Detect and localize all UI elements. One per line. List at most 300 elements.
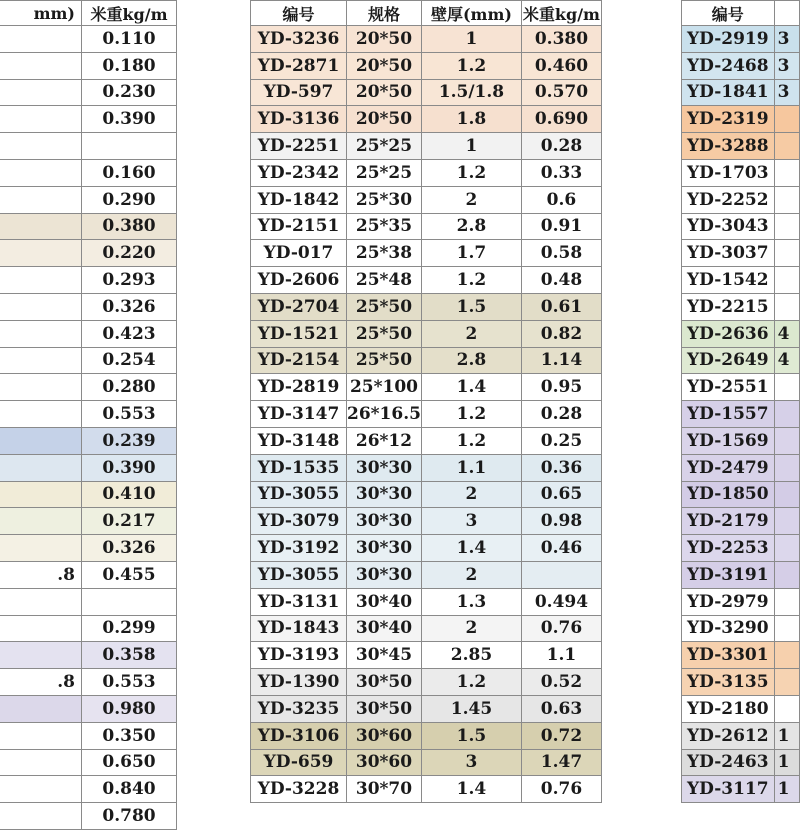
table-row bbox=[0, 535, 177, 562]
model-number-cell: YD-2871 bbox=[251, 52, 347, 79]
weight-cell: 1.14 bbox=[521, 347, 601, 374]
wall-thickness-cell bbox=[0, 240, 82, 267]
spec-cell: 1 bbox=[774, 722, 799, 749]
table-row bbox=[0, 669, 177, 696]
model-number-cell: YD-3301 bbox=[682, 642, 775, 669]
model-number-cell: YD-1521 bbox=[251, 320, 347, 347]
spec-cell bbox=[774, 427, 799, 454]
table-row bbox=[0, 159, 177, 186]
weight-cell: 0.180 bbox=[82, 52, 177, 79]
table-row bbox=[251, 347, 602, 374]
weight-cell: 0.780 bbox=[82, 803, 177, 830]
weight-cell: 0.280 bbox=[82, 374, 177, 401]
wall-thickness-cell: 2.85 bbox=[421, 642, 521, 669]
weight-cell: 0.455 bbox=[82, 561, 177, 588]
model-number-cell: YD-3055 bbox=[251, 561, 347, 588]
model-number-header: 编号 bbox=[682, 1, 775, 26]
model-number-cell: YD-017 bbox=[251, 240, 347, 267]
wall-thickness-cell bbox=[0, 133, 82, 160]
table-row bbox=[0, 374, 177, 401]
spec-cell: 25*25 bbox=[347, 159, 422, 186]
wall-thickness-cell: 1.1 bbox=[421, 454, 521, 481]
wall-thickness-cell: .8 bbox=[0, 561, 82, 588]
model-number-cell: YD-3037 bbox=[682, 240, 775, 267]
table-row bbox=[682, 213, 800, 240]
model-number-cell: YD-3043 bbox=[682, 213, 775, 240]
wall-thickness-cell: 2.8 bbox=[421, 347, 521, 374]
spec-cell: 25*38 bbox=[347, 240, 422, 267]
weight-cell: 0.160 bbox=[82, 159, 177, 186]
weight-cell: 0.52 bbox=[521, 669, 601, 696]
table-row bbox=[682, 588, 800, 615]
weight-cell: 0.980 bbox=[82, 695, 177, 722]
table-row bbox=[0, 401, 177, 428]
wall-thickness-cell: 1.3 bbox=[421, 588, 521, 615]
weight-cell: 0.91 bbox=[521, 213, 601, 240]
model-number-cell: YD-3228 bbox=[251, 776, 347, 803]
weight-cell: 0.217 bbox=[82, 508, 177, 535]
spec-cell bbox=[774, 159, 799, 186]
weight-cell: 0.25 bbox=[521, 427, 601, 454]
spec-cell: 30*30 bbox=[347, 454, 422, 481]
spec-cell: 20*50 bbox=[347, 106, 422, 133]
wall-thickness-cell: 1.2 bbox=[421, 427, 521, 454]
wall-thickness-cell: 1.4 bbox=[421, 535, 521, 562]
spec-cell: 25*50 bbox=[347, 320, 422, 347]
wall-thickness-cell bbox=[0, 508, 82, 535]
table-row bbox=[251, 267, 602, 294]
table-row bbox=[251, 749, 602, 776]
wall-thickness-cell: 2 bbox=[421, 320, 521, 347]
table-row bbox=[682, 401, 800, 428]
wall-thickness-cell bbox=[0, 186, 82, 213]
wall-thickness-cell: 3 bbox=[421, 749, 521, 776]
wall-thickness-cell: 2 bbox=[421, 561, 521, 588]
table-row bbox=[682, 240, 800, 267]
wall-thickness-cell: 1.5/1.8 bbox=[421, 79, 521, 106]
wall-thickness-cell: 1.4 bbox=[421, 776, 521, 803]
model-number-cell: YD-2151 bbox=[251, 213, 347, 240]
wall-thickness-cell bbox=[0, 26, 82, 53]
model-number-cell: YD-2606 bbox=[251, 267, 347, 294]
table-row bbox=[251, 79, 602, 106]
weight-cell: 0.293 bbox=[82, 267, 177, 294]
spec-cell: 30*60 bbox=[347, 749, 422, 776]
wall-thickness-cell: .8 bbox=[0, 669, 82, 696]
table-row bbox=[0, 133, 177, 160]
wall-thickness-cell bbox=[0, 401, 82, 428]
wall-thickness-cell bbox=[0, 803, 82, 830]
weight-cell bbox=[82, 588, 177, 615]
spec-cell: 30*40 bbox=[347, 615, 422, 642]
table-row bbox=[251, 561, 602, 588]
spec-header: 规格 bbox=[347, 1, 422, 26]
weight-cell: 0.76 bbox=[521, 615, 601, 642]
model-number-header: 编号 bbox=[251, 1, 347, 26]
model-number-cell: YD-3193 bbox=[251, 642, 347, 669]
middle-spec-table bbox=[250, 0, 602, 803]
spec-cell bbox=[774, 535, 799, 562]
weight-cell: 0.48 bbox=[521, 267, 601, 294]
table-row bbox=[251, 588, 602, 615]
spec-cell: 3 bbox=[774, 79, 799, 106]
table-row bbox=[0, 213, 177, 240]
model-number-cell: YD-1557 bbox=[682, 401, 775, 428]
wall-thickness-cell: 2 bbox=[421, 615, 521, 642]
table-row bbox=[251, 52, 602, 79]
table-row bbox=[251, 454, 602, 481]
table-row bbox=[682, 106, 800, 133]
table-row bbox=[682, 374, 800, 401]
weight-header: 米重kg/m bbox=[82, 1, 177, 26]
wall-thickness-cell bbox=[0, 320, 82, 347]
table-row bbox=[251, 133, 602, 160]
weight-cell: 0.410 bbox=[82, 481, 177, 508]
weight-cell: 0.28 bbox=[521, 133, 601, 160]
spec-cell bbox=[774, 695, 799, 722]
table-row bbox=[682, 267, 800, 294]
weight-cell: 0.110 bbox=[82, 26, 177, 53]
spec-cell: 26*16.5 bbox=[347, 401, 422, 428]
wall-thickness-cell bbox=[0, 749, 82, 776]
spec-cell bbox=[774, 642, 799, 669]
weight-cell: 0.494 bbox=[521, 588, 601, 615]
spec-cell: 30*60 bbox=[347, 722, 422, 749]
wall-thickness-cell: 1.2 bbox=[421, 669, 521, 696]
model-number-cell: YD-2919 bbox=[682, 26, 775, 53]
table-row bbox=[251, 535, 602, 562]
weight-cell: 0.46 bbox=[521, 535, 601, 562]
table-row bbox=[0, 267, 177, 294]
weight-cell: 0.380 bbox=[521, 26, 601, 53]
spec-cell: 30*70 bbox=[347, 776, 422, 803]
model-number-cell: YD-1841 bbox=[682, 79, 775, 106]
table-row bbox=[682, 26, 800, 53]
table-row bbox=[682, 642, 800, 669]
table-row bbox=[682, 79, 800, 106]
table-row bbox=[0, 320, 177, 347]
table-row bbox=[0, 454, 177, 481]
spec-cell bbox=[774, 240, 799, 267]
table-row bbox=[682, 427, 800, 454]
wall-thickness-cell bbox=[0, 722, 82, 749]
model-number-cell: YD-3290 bbox=[682, 615, 775, 642]
wall-thickness-cell bbox=[0, 267, 82, 294]
model-number-cell: YD-3235 bbox=[251, 695, 347, 722]
wall-thickness-cell: 1.4 bbox=[421, 374, 521, 401]
spec-cell bbox=[774, 615, 799, 642]
table-row bbox=[251, 320, 602, 347]
table-row bbox=[682, 52, 800, 79]
wall-thickness-cell bbox=[0, 454, 82, 481]
model-number-cell: YD-2180 bbox=[682, 695, 775, 722]
wall-thickness-cell bbox=[0, 106, 82, 133]
table-row bbox=[0, 427, 177, 454]
weight-cell: 0.326 bbox=[82, 535, 177, 562]
model-number-cell: YD-2636 bbox=[682, 320, 775, 347]
table-row bbox=[682, 186, 800, 213]
model-number-cell: YD-2252 bbox=[682, 186, 775, 213]
wall-thickness-cell: 2 bbox=[421, 481, 521, 508]
table-row bbox=[682, 669, 800, 696]
table-row bbox=[251, 508, 602, 535]
table-row bbox=[0, 240, 177, 267]
spec-cell bbox=[774, 508, 799, 535]
model-number-cell: YD-3055 bbox=[251, 481, 347, 508]
spec-cell bbox=[774, 481, 799, 508]
model-number-cell: YD-3192 bbox=[251, 535, 347, 562]
table-row bbox=[251, 186, 602, 213]
model-number-cell: YD-1390 bbox=[251, 669, 347, 696]
model-number-cell: YD-1703 bbox=[682, 159, 775, 186]
spec-cell bbox=[774, 374, 799, 401]
model-number-cell: YD-3106 bbox=[251, 722, 347, 749]
spec-cell: 3 bbox=[774, 26, 799, 53]
weight-cell: 0.72 bbox=[521, 722, 601, 749]
left-spec-table bbox=[0, 0, 177, 830]
model-number-cell: YD-1535 bbox=[251, 454, 347, 481]
weight-cell: 1.47 bbox=[521, 749, 601, 776]
model-number-cell: YD-2253 bbox=[682, 535, 775, 562]
spec-cell bbox=[774, 588, 799, 615]
model-number-cell: YD-659 bbox=[251, 749, 347, 776]
model-number-cell: YD-3191 bbox=[682, 561, 775, 588]
table-row bbox=[0, 186, 177, 213]
wall-thickness-cell: 1.2 bbox=[421, 159, 521, 186]
spec-cell: 1 bbox=[774, 776, 799, 803]
spec-cell: 1 bbox=[774, 749, 799, 776]
model-number-cell: YD-2154 bbox=[251, 347, 347, 374]
model-number-cell: YD-3079 bbox=[251, 508, 347, 535]
table-row bbox=[682, 535, 800, 562]
table-row bbox=[251, 669, 602, 696]
wall-thickness-cell: 1.8 bbox=[421, 106, 521, 133]
wall-thickness-cell bbox=[0, 52, 82, 79]
model-number-cell: YD-2479 bbox=[682, 454, 775, 481]
model-number-cell: YD-3136 bbox=[251, 106, 347, 133]
weight-cell: 0.380 bbox=[82, 213, 177, 240]
wall-thickness-cell bbox=[0, 347, 82, 374]
model-number-cell: YD-2819 bbox=[251, 374, 347, 401]
spec-cell: 30*30 bbox=[347, 535, 422, 562]
table-row bbox=[251, 401, 602, 428]
wall-thickness-cell: 1.2 bbox=[421, 52, 521, 79]
weight-cell: 0.6 bbox=[521, 186, 601, 213]
spec-cell bbox=[774, 561, 799, 588]
right-spec-table bbox=[681, 0, 800, 803]
spec-cell bbox=[774, 669, 799, 696]
wall-thickness-cell bbox=[0, 427, 82, 454]
weight-cell bbox=[521, 561, 601, 588]
table-row bbox=[0, 722, 177, 749]
table-row bbox=[251, 695, 602, 722]
table-row bbox=[251, 293, 602, 320]
wall-thickness-cell bbox=[0, 79, 82, 106]
spec-cell: 25*48 bbox=[347, 267, 422, 294]
weight-cell: 0.299 bbox=[82, 615, 177, 642]
model-number-cell: YD-3147 bbox=[251, 401, 347, 428]
weight-cell: 0.553 bbox=[82, 669, 177, 696]
table-row bbox=[251, 213, 602, 240]
wall-thickness-cell bbox=[0, 535, 82, 562]
weight-cell: 0.28 bbox=[521, 401, 601, 428]
spec-cell: 20*50 bbox=[347, 26, 422, 53]
weight-cell: 1.1 bbox=[521, 642, 601, 669]
model-number-cell: YD-2251 bbox=[251, 133, 347, 160]
weight-cell: 0.82 bbox=[521, 320, 601, 347]
model-number-cell: YD-2215 bbox=[682, 293, 775, 320]
spec-cell: 30*40 bbox=[347, 588, 422, 615]
weight-cell: 0.690 bbox=[521, 106, 601, 133]
table-row bbox=[0, 695, 177, 722]
model-number-cell: YD-1843 bbox=[251, 615, 347, 642]
wall-thickness-header: 壁厚(mm) bbox=[421, 1, 521, 26]
spec-cell: 4 bbox=[774, 320, 799, 347]
table-row bbox=[0, 52, 177, 79]
weight-cell: 0.390 bbox=[82, 106, 177, 133]
spec-cell bbox=[774, 213, 799, 240]
wall-thickness-cell: 1.2 bbox=[421, 401, 521, 428]
spec-cell: 25*25 bbox=[347, 133, 422, 160]
table-row bbox=[682, 320, 800, 347]
model-number-cell: YD-2612 bbox=[682, 722, 775, 749]
model-number-cell: YD-3117 bbox=[682, 776, 775, 803]
weight-cell: 0.290 bbox=[82, 186, 177, 213]
table-row bbox=[682, 722, 800, 749]
table-row bbox=[682, 695, 800, 722]
wall-thickness-cell: 2 bbox=[421, 186, 521, 213]
wall-thickness-cell bbox=[0, 293, 82, 320]
spec-cell bbox=[774, 454, 799, 481]
wall-thickness-cell: 1 bbox=[421, 133, 521, 160]
model-number-cell: YD-3236 bbox=[251, 26, 347, 53]
weight-cell: 0.390 bbox=[82, 454, 177, 481]
wall-thickness-cell: 1 bbox=[421, 26, 521, 53]
model-number-cell: YD-3288 bbox=[682, 133, 775, 160]
wall-thickness-cell bbox=[0, 159, 82, 186]
table-row bbox=[682, 561, 800, 588]
table-row bbox=[0, 79, 177, 106]
model-number-cell: YD-2551 bbox=[682, 374, 775, 401]
table-row bbox=[682, 454, 800, 481]
wall-thickness-cell bbox=[0, 588, 82, 615]
weight-cell: 0.254 bbox=[82, 347, 177, 374]
table-row bbox=[0, 26, 177, 53]
model-number-cell: YD-2179 bbox=[682, 508, 775, 535]
table-row bbox=[0, 293, 177, 320]
spec-cell bbox=[774, 293, 799, 320]
model-number-cell: YD-3148 bbox=[251, 427, 347, 454]
table-row bbox=[682, 481, 800, 508]
wall-thickness-cell bbox=[0, 481, 82, 508]
wall-thickness-cell: 1.5 bbox=[421, 722, 521, 749]
wall-thickness-cell: 1.45 bbox=[421, 695, 521, 722]
spec-cell: 25*100 bbox=[347, 374, 422, 401]
spec-header bbox=[774, 1, 799, 26]
wall-thickness-cell bbox=[0, 695, 82, 722]
table-row bbox=[682, 776, 800, 803]
wall-thickness-cell: 1.2 bbox=[421, 267, 521, 294]
table-row bbox=[682, 508, 800, 535]
weight-cell: 0.65 bbox=[521, 481, 601, 508]
weight-cell: 0.460 bbox=[521, 52, 601, 79]
wall-thickness-cell: 3 bbox=[421, 508, 521, 535]
model-number-cell: YD-597 bbox=[251, 79, 347, 106]
spec-cell: 30*45 bbox=[347, 642, 422, 669]
spec-cell bbox=[774, 186, 799, 213]
table-row bbox=[682, 347, 800, 374]
table-row bbox=[0, 776, 177, 803]
table-row bbox=[0, 481, 177, 508]
model-number-cell: YD-2649 bbox=[682, 347, 775, 374]
table-header-row bbox=[0, 1, 177, 26]
wall-thickness-cell: 1.7 bbox=[421, 240, 521, 267]
wall-thickness-cell bbox=[0, 615, 82, 642]
weight-cell: 0.840 bbox=[82, 776, 177, 803]
spec-cell: 4 bbox=[774, 347, 799, 374]
weight-cell: 0.230 bbox=[82, 79, 177, 106]
weight-cell: 0.650 bbox=[82, 749, 177, 776]
table-row bbox=[682, 133, 800, 160]
weight-cell: 0.553 bbox=[82, 401, 177, 428]
table-row bbox=[251, 26, 602, 53]
table-row bbox=[251, 240, 602, 267]
table-header-row bbox=[682, 1, 800, 26]
weight-cell: 0.36 bbox=[521, 454, 601, 481]
weight-cell: 0.98 bbox=[521, 508, 601, 535]
model-number-cell: YD-3135 bbox=[682, 669, 775, 696]
spec-cell: 25*30 bbox=[347, 186, 422, 213]
spec-cell: 30*30 bbox=[347, 481, 422, 508]
table-row bbox=[682, 615, 800, 642]
table-row bbox=[251, 427, 602, 454]
spec-cell: 30*30 bbox=[347, 561, 422, 588]
weight-cell: 0.570 bbox=[521, 79, 601, 106]
table-row bbox=[682, 749, 800, 776]
table-row bbox=[682, 159, 800, 186]
spec-cell bbox=[774, 133, 799, 160]
spec-cell bbox=[774, 267, 799, 294]
weight-cell: 0.358 bbox=[82, 642, 177, 669]
table-row bbox=[0, 642, 177, 669]
weight-cell: 0.350 bbox=[82, 722, 177, 749]
model-number-cell: YD-3131 bbox=[251, 588, 347, 615]
weight-cell: 0.423 bbox=[82, 320, 177, 347]
model-number-cell: YD-2704 bbox=[251, 293, 347, 320]
model-number-cell: YD-1542 bbox=[682, 267, 775, 294]
table-row bbox=[0, 803, 177, 830]
table-row bbox=[0, 749, 177, 776]
table-row bbox=[0, 347, 177, 374]
model-number-cell: YD-1850 bbox=[682, 481, 775, 508]
model-number-cell: YD-2979 bbox=[682, 588, 775, 615]
spec-cell: 30*30 bbox=[347, 508, 422, 535]
spec-cell bbox=[774, 401, 799, 428]
model-number-cell: YD-2342 bbox=[251, 159, 347, 186]
model-number-cell: YD-1569 bbox=[682, 427, 775, 454]
model-number-cell: YD-1842 bbox=[251, 186, 347, 213]
wall-thickness-cell: 2.8 bbox=[421, 213, 521, 240]
spec-cell bbox=[774, 106, 799, 133]
spec-cell: 30*50 bbox=[347, 669, 422, 696]
table-row bbox=[0, 561, 177, 588]
table-row bbox=[251, 159, 602, 186]
table-row bbox=[0, 615, 177, 642]
wall-thickness-cell bbox=[0, 213, 82, 240]
table-row bbox=[251, 642, 602, 669]
table-row bbox=[251, 615, 602, 642]
weight-cell: 0.61 bbox=[521, 293, 601, 320]
